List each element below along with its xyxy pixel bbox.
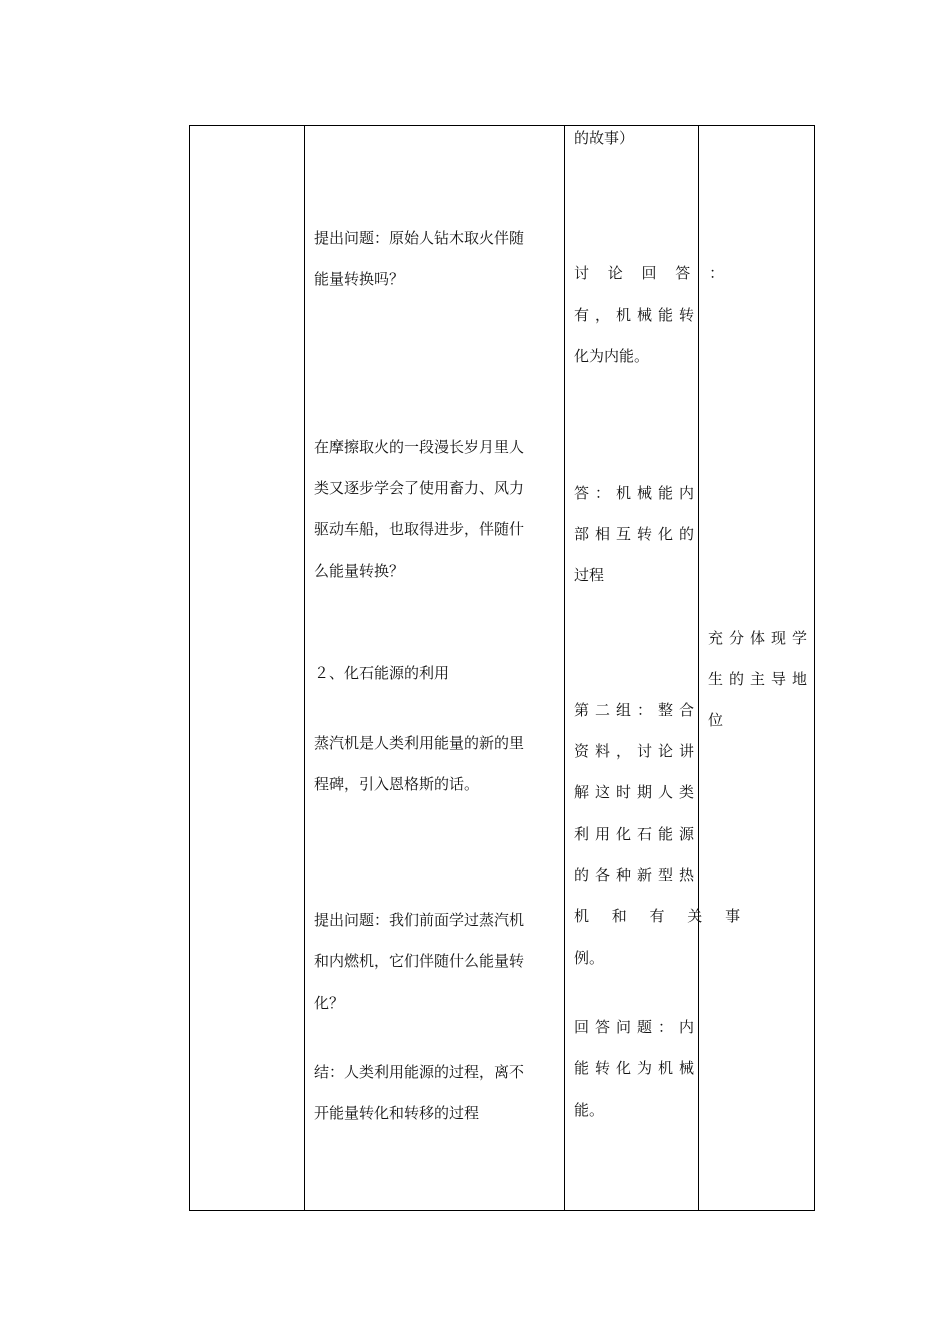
- question-1-line-2: 能量转换吗？: [314, 270, 405, 288]
- paragraph-2-line-1: 在摩擦取火的一段漫长岁月里人: [314, 438, 525, 456]
- paragraph-2-line-4: 么能量转换？: [314, 562, 405, 580]
- student-line-06: 部相互转化的: [574, 525, 701, 543]
- student-line-17: 能。: [574, 1101, 605, 1119]
- section-title: ２、化石能源的利用: [314, 664, 450, 682]
- question-2-line-2: 和内燃机，它们伴随什么能量转: [314, 952, 525, 970]
- conclusion-line-2: 开能量转化和转移的过程: [314, 1104, 480, 1122]
- column-divider-2: [564, 126, 565, 1210]
- intent-line-2: 生的主导地: [708, 670, 814, 688]
- column-divider-1: [304, 126, 305, 1210]
- conclusion-line-1: 结：人类利用能源的过程，离不: [314, 1063, 525, 1081]
- intent-line-1: 充分体现学: [708, 629, 814, 647]
- student-line-13: 机 和 有 关 事: [574, 907, 750, 925]
- question-2-line-3: 化？: [314, 994, 345, 1012]
- student-line-07: 过程: [574, 566, 605, 584]
- intent-line-3: 位: [708, 711, 724, 729]
- paragraph-3-line-2: 程碑，引入恩格斯的话。: [314, 775, 480, 793]
- lesson-table: [189, 125, 815, 1211]
- student-line-01: 的故事）: [574, 129, 635, 147]
- column-divider-3: [698, 126, 699, 1210]
- question-1-line-1: 提出问题：原始人钻木取火伴随: [314, 229, 525, 247]
- student-line-02: 讨 论 回 答 ：: [574, 264, 732, 282]
- student-line-12: 的各种新型热: [574, 866, 701, 884]
- paragraph-3-line-1: 蒸汽机是人类利用能量的新的里: [314, 734, 525, 752]
- student-line-05: 答：机械能内: [574, 484, 701, 502]
- student-line-14: 例。: [574, 949, 605, 967]
- student-line-16: 能转化为机械: [574, 1059, 701, 1077]
- student-line-15: 回答问题：内: [574, 1018, 701, 1036]
- student-line-09: 资料，讨论讲: [574, 742, 701, 760]
- student-line-10: 解这时期人类: [574, 783, 701, 801]
- question-2-line-1: 提出问题：我们前面学过蒸汽机: [314, 911, 525, 929]
- student-line-03: 有，机械能转: [574, 306, 701, 324]
- paragraph-2-line-3: 驱动车船，也取得进步，伴随什: [314, 520, 525, 538]
- student-line-11: 利用化石能源: [574, 825, 701, 843]
- student-line-04: 化为内能。: [574, 347, 650, 365]
- paragraph-2-line-2: 类又逐步学会了使用畜力、风力: [314, 479, 525, 497]
- student-line-08: 第二组：整合: [574, 701, 701, 719]
